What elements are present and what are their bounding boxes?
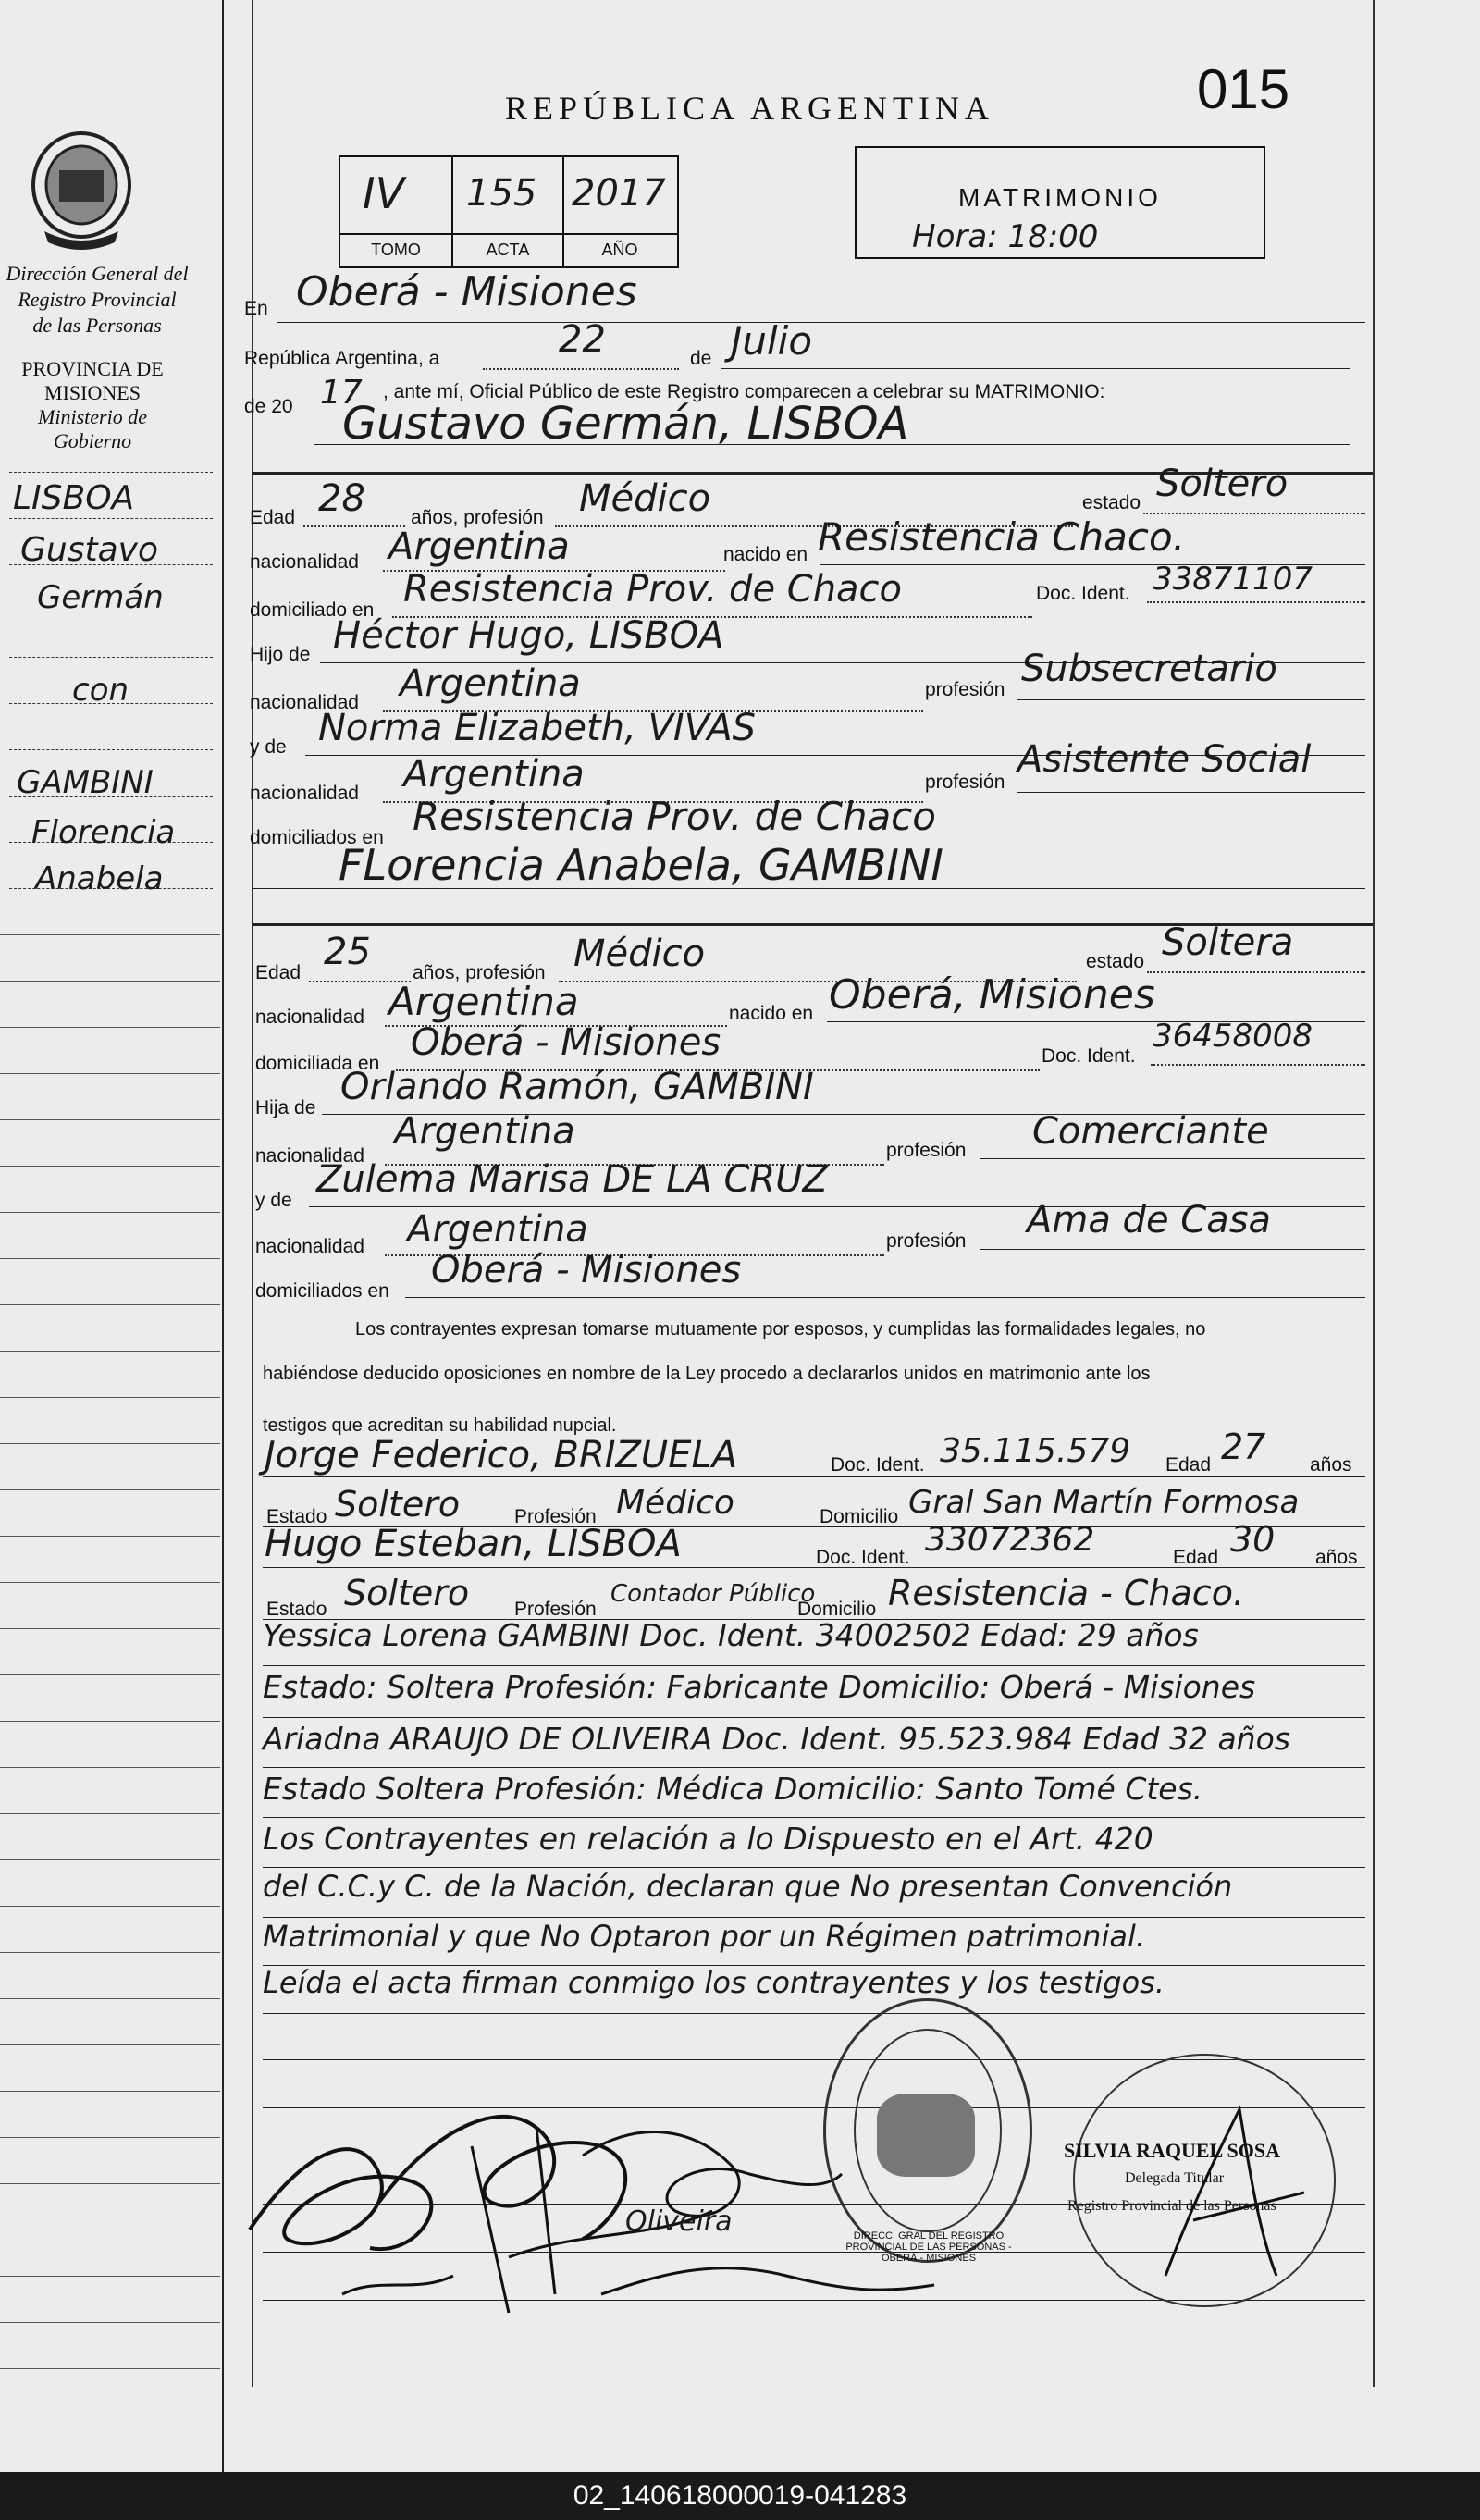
w1-prof-label: Profesión (514, 1506, 597, 1527)
stub-rule (0, 1443, 220, 1444)
nacido-label: nacido en (723, 544, 808, 565)
stub-rule (0, 1027, 220, 1028)
registry-stamp (823, 1998, 1032, 2263)
tomo-value: IV (363, 168, 405, 218)
stub-rule (0, 1304, 220, 1305)
yde-label: y de (250, 736, 287, 758)
w1-anos-label: años (1310, 1454, 1352, 1476)
stub-rule (0, 2276, 220, 2277)
estado-label: estado (1082, 492, 1141, 513)
note-line-6: del C.C.y C. de la Nación, declaran que No presentan Convención (263, 1869, 1233, 1904)
stub-rule (0, 981, 220, 982)
bride-padres-dom: Oberá - Misiones (431, 1249, 742, 1291)
official-signature (1138, 2091, 1323, 2294)
stub-name-bride-1: Florencia (31, 814, 176, 851)
w1-estado-label: Estado (266, 1506, 327, 1527)
bride-padre: Orlando Ramón, GAMBINI (340, 1066, 814, 1108)
stub-rule (0, 2322, 220, 2323)
matrimonio-box (855, 146, 1265, 259)
stub-rule (0, 1489, 220, 1490)
anos-prof-label: años, profesión (411, 507, 544, 528)
nac-label-3: nacionalidad (250, 783, 359, 804)
stub-rule (9, 518, 213, 519)
stub-rule (0, 1397, 220, 1398)
year-suffix: 17 (320, 374, 363, 412)
edad-label: Edad (250, 507, 296, 528)
bride-madre: Zulema Marisa DE LA CRUZ (316, 1158, 828, 1201)
tomo-label: TOMO (371, 240, 421, 259)
nac-label: nacionalidad (250, 551, 359, 573)
estado-label-b: estado (1086, 951, 1145, 972)
bride-profesion: Médico (574, 933, 706, 975)
hija-label: Hija de (255, 1097, 316, 1118)
month-value: Julio (731, 318, 813, 364)
bride-name: FLorencia Anabela, GAMBINI (339, 840, 944, 890)
stub-rule (0, 2044, 220, 2045)
w1-dom-label: Domicilio (820, 1506, 899, 1527)
stub-rule (0, 1119, 220, 1120)
stub-rule (0, 934, 220, 935)
prof-label-b: profesión (886, 1140, 967, 1161)
place-value: Oberá - Misiones (296, 268, 637, 315)
note-line-3: Ariadna ARAUJO DE OLIVEIRA Doc. Ident. 95.523.984 Edad 32 años (263, 1721, 1290, 1757)
w1-doc-label: Doc. Ident. (831, 1454, 925, 1476)
stamp-emblem-icon (877, 2094, 975, 2177)
stub-rule (0, 1166, 220, 1167)
witness1-edad: 27 (1221, 1427, 1266, 1467)
stub-rule (0, 1721, 220, 1722)
groom-doc: 33871107 (1153, 561, 1314, 598)
bride-madre-prof: Ama de Casa (1027, 1199, 1272, 1241)
tomo-acta-ano-box (339, 155, 679, 268)
de-label: de (690, 348, 712, 369)
doms-label-b: domiciliados en (255, 1280, 389, 1302)
witness2-prof: Contador Público (610, 1580, 816, 1608)
stub-rule (0, 1536, 220, 1537)
stub-rule (0, 1258, 220, 1259)
acta-label: ACTA (486, 240, 530, 259)
month-line (722, 368, 1350, 369)
stub-name-bride-2: Anabela (35, 860, 164, 897)
witness2-doc: 33072362 (925, 1521, 1095, 1559)
doc-label: Doc. Ident. (1036, 583, 1130, 604)
dom-label-b: domiciliada en (255, 1053, 380, 1074)
stub-column (0, 0, 224, 2472)
witness2-name: Hugo Esteban, LISBOA (265, 1523, 682, 1565)
groom-nacido: Resistencia Chaco. (818, 514, 1186, 560)
stub-rule (0, 1674, 220, 1675)
nac-label-2: nacionalidad (250, 692, 359, 713)
bride-madre-nac: Argentina (407, 1208, 588, 1251)
stub-rule (0, 1859, 220, 1860)
dom-label: domiciliado en (250, 599, 375, 621)
witness2-estado: Soltero (344, 1573, 470, 1613)
stub-rule (0, 2091, 220, 2092)
note-line-7: Matrimonial y que No Optaron por un Régimen patrimonial. (263, 1919, 1145, 1954)
stub-rule (9, 472, 213, 473)
bride-doc: 36458008 (1153, 1018, 1314, 1055)
acta-value: 155 (466, 172, 537, 215)
stub-surname-bride: GAMBINI (17, 764, 154, 801)
groom-name: Gustavo Germán, LISBOA (342, 398, 909, 450)
prof-label-b2: profesión (886, 1230, 967, 1252)
stamp-text: DIRECC. GRAL DEL REGISTRO PROVINCIAL DE LAS PERSONAS - OBERÁ - MISIONES (845, 2230, 1012, 2264)
provincial-seal-icon (26, 130, 137, 250)
year-prefix: de 20 (244, 396, 293, 417)
note-line-5: Los Contrayentes en relación a lo Dispuesto en el Art. 420 (263, 1821, 1153, 1857)
bride-padre-nac: Argentina (394, 1110, 575, 1153)
bride-nacido: Oberá, Misiones (829, 971, 1155, 1019)
bride-edad: 25 (324, 931, 371, 973)
stub-rule (0, 1212, 220, 1213)
witness1-doc: 35.115.579 (940, 1432, 1131, 1470)
groom-padre-nac: Argentina (400, 662, 581, 705)
bride-nacionalidad: Argentina (388, 979, 579, 1024)
day-value: 22 (559, 318, 606, 361)
groom-estado: Soltero (1156, 463, 1289, 505)
groom-padres-dom: Resistencia Prov. de Chaco (413, 794, 936, 839)
stub-rule (0, 2183, 220, 2184)
formula-line-1: Los contrayentes expresan tomarse mutuamente por esposos, y cumplidas las formalidades legales, no (355, 1319, 1206, 1340)
rep-label: República Argentina, a (244, 348, 440, 369)
witness2-edad: 30 (1230, 1519, 1276, 1560)
formula-line-2: habiéndose deducido oposiciones en nombre de la Ley procedo a declararlos unidos en matrimonio ante los (263, 1364, 1151, 1384)
nac-label-b: nacionalidad (255, 1007, 364, 1028)
groom-name-line (314, 444, 1350, 445)
w1-edad-label: Edad (1166, 1454, 1212, 1476)
matrimonio-label: MATRIMONIO (958, 183, 1162, 212)
en-label: En (244, 298, 268, 319)
stub-rule (0, 1813, 220, 1814)
w2-prof-label: Profesión (514, 1599, 597, 1620)
page-title: REPÚBLICA ARGENTINA (505, 90, 995, 127)
hora-value: Hora: 18:00 (912, 218, 1099, 255)
footer-code: 02_140618000019-041283 (573, 2480, 907, 2511)
note-line-1: Yessica Lorena GAMBINI Doc. Ident. 34002502 Edad: 29 años (263, 1617, 1199, 1653)
official-office: Registro Provincial de las Personas (1067, 2198, 1276, 2214)
doms-label: domiciliados en (250, 827, 384, 848)
groom-madre-nac: Argentina (403, 753, 585, 796)
yde-label-b: y de (255, 1190, 292, 1211)
groom-profesion: Médico (579, 477, 711, 520)
stub-rule (0, 1767, 220, 1768)
w2-doc-label: Doc. Ident. (816, 1547, 910, 1568)
witness1-dom: Gral San Martín Formosa (908, 1484, 1300, 1521)
groom-madre-prof: Asistente Social (1018, 738, 1312, 781)
day-line (483, 368, 679, 370)
stub-rule (0, 1073, 220, 1074)
stub-rule (0, 1952, 220, 1953)
right-margin-line (1373, 0, 1375, 2387)
stub-rule (0, 1628, 220, 1629)
witness2-dom: Resistencia - Chaco. (888, 1573, 1245, 1613)
w2-edad-label: Edad (1173, 1547, 1219, 1568)
edad-label-b: Edad (255, 962, 302, 983)
statement: , ante mí, Oficial Público de este Registro comparecen a celebrar su MATRIMONIO: (383, 381, 1105, 402)
hijo-label: Hijo de (250, 644, 311, 665)
agency-name: Dirección General del Registro Provincial de las Personas (6, 262, 189, 337)
stub-name-groom-1: Gustavo (20, 531, 158, 569)
witness1-prof: Médico (616, 1484, 734, 1522)
stub-rule (0, 2137, 220, 2138)
bride-padre-prof: Comerciante (1032, 1110, 1269, 1153)
signature-text: Oliveira (625, 2205, 733, 2238)
stub-surname-groom: LISBOA (13, 479, 135, 517)
official-title: Delegada Titular (1125, 2170, 1225, 2186)
note-line-4: Estado Soltera Profesión: Médica Domicilio: Santo Tomé Ctes. (263, 1771, 1203, 1807)
groom-padre-prof: Subsecretario (1021, 648, 1277, 690)
prof-label-2: profesión (925, 772, 1005, 793)
witness1-name: Jorge Federico, BRIZUELA (265, 1434, 738, 1476)
bride-domicilio: Oberá - Misiones (411, 1021, 722, 1064)
groom-edad: 28 (318, 477, 365, 520)
groom-padre: Héctor Hugo, LISBOA (333, 614, 724, 657)
note-line-2: Estado: Soltera Profesión: Fabricante Domicilio: Oberá - Misiones (263, 1669, 1256, 1705)
prof-label: profesión (925, 679, 1005, 700)
stub-rule (9, 749, 213, 750)
stub-rule (0, 1998, 220, 1999)
stub-rule (0, 1906, 220, 1907)
nac-label-b3: nacionalidad (255, 1236, 364, 1257)
folio-number: 015 (1197, 58, 1290, 120)
groom-nacionalidad: Argentina (388, 525, 570, 568)
ano-label: AÑO (601, 240, 638, 259)
w2-dom-label: Domicilio (797, 1599, 877, 1620)
stub-rule (0, 1582, 220, 1583)
w2-estado-label: Estado (266, 1599, 327, 1620)
w2-anos-label: años (1315, 1547, 1358, 1568)
ano-value: 2017 (572, 172, 666, 215)
en-line (278, 322, 1365, 323)
official-name: SILVIA RAQUEL SOSA (1064, 2139, 1280, 2162)
province-name: PROVINCIA DE MISIONES Ministerio de Gobierno (21, 357, 164, 452)
groom-domicilio: Resistencia Prov. de Chaco (403, 568, 903, 611)
nac-label-b2: nacionalidad (255, 1145, 364, 1167)
stub-rule (0, 2368, 220, 2369)
stub-rule (9, 657, 213, 658)
stub-rule (0, 1351, 220, 1352)
nacido-label-b: nacido en (729, 1003, 814, 1024)
groom-madre: Norma Elizabeth, VIVAS (318, 707, 757, 749)
bride-estado: Soltera (1162, 921, 1294, 964)
witness1-estado: Soltero (335, 1484, 461, 1525)
note-line-8: Leída el acta firman conmigo los contrayentes y los testigos. (263, 1965, 1165, 2000)
stub-name-groom-2: Germán (37, 579, 164, 616)
anos-prof-label-b: años, profesión (413, 962, 546, 983)
formula-line-3: testigos que acreditan su habilidad nupcial. (263, 1415, 617, 1436)
stub-connector: con (72, 672, 130, 709)
doc-label-b: Doc. Ident. (1042, 1045, 1136, 1067)
